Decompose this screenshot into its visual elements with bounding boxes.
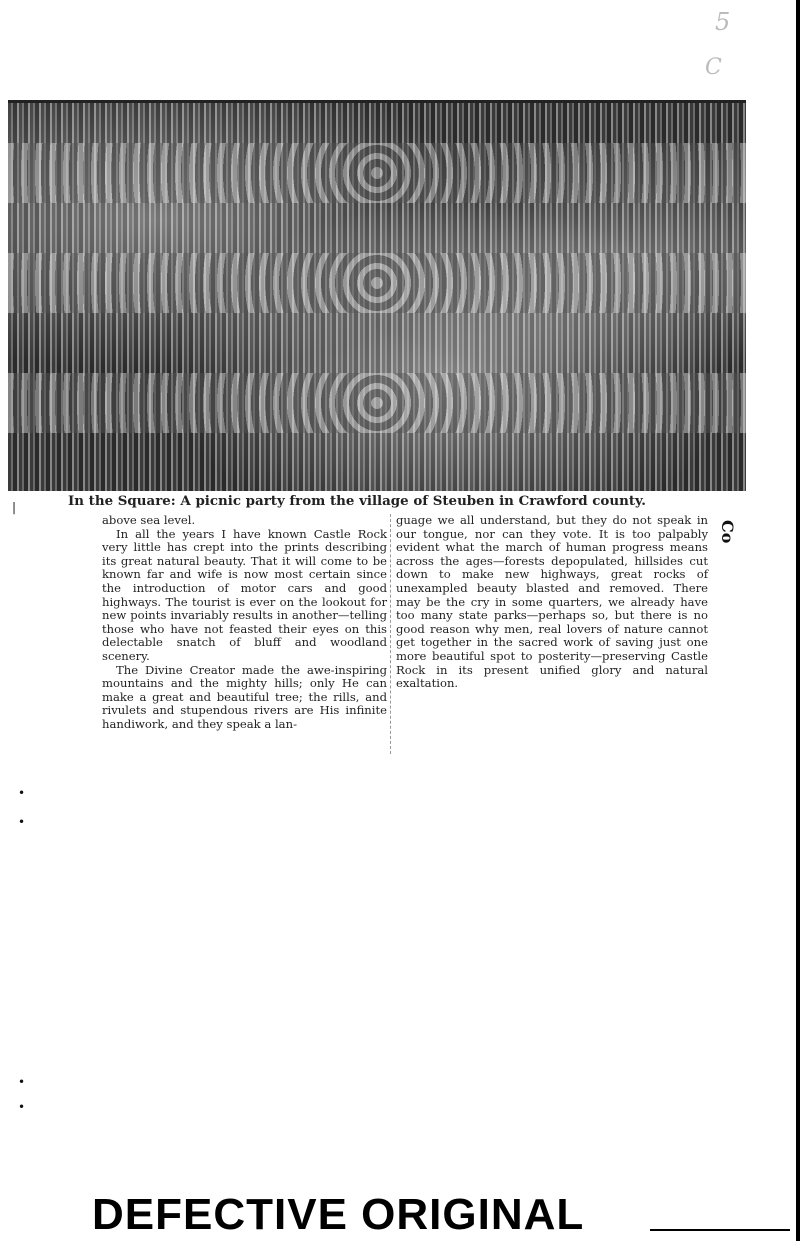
- margin-dot: •: [18, 815, 26, 829]
- margin-dot: •: [18, 1075, 26, 1089]
- scan-edge: [796, 0, 800, 1241]
- margin-dot: •: [18, 786, 26, 800]
- margin-mark: |: [12, 500, 17, 514]
- defective-original-stamp: DEFECTIVE ORIGINAL: [92, 1190, 585, 1239]
- group-photo: [8, 100, 746, 491]
- margin-dot: •: [18, 1100, 26, 1114]
- article-column-2: [396, 514, 708, 691]
- paragraph: above sea level.: [102, 513, 196, 527]
- photo-caption: In the Square: A picnic party from the village of Steuben in Crawford county.: [68, 493, 646, 509]
- paragraph: In all the years I have known Castle Rock very little has crept into the prints describing its great natural beauty. That it will come to be known far and wife is now most certain since the introduction of motor cars and good highways. The tourist is ever on the lookout for new points invariably results in another—telling those who have not feasted their eyes on this delectable snatch of bluff and woodland scenery.: [102, 526, 387, 663]
- stamp-underline: [650, 1229, 790, 1231]
- handwritten-mark: C: [705, 55, 722, 80]
- paragraph: guage we all understand, but they do not speak in our tongue, nor can they vote. It is too palpably evident what the march of human progress means across the ages—forests depopulated, hillsides cut down to make new highways, great rocks of unexampled beauty blasted and removed. There may be the cry in some quarters, we already have too many state parks—perhaps so, but there is no good reason why men, real lovers of nature cannot get together in the sacred work of saving just one more beautiful spot to posterity—preserving Castle Rock in its present unified glory and natural exaltation.: [396, 513, 708, 691]
- paragraph: The Divine Creator made the awe-inspiring mountains and the mighty hills; only He can make a great and beautiful tree; the rills, and rivulets and stupendous rivers are His infinite handiwork, and they speak a lan-: [102, 662, 387, 731]
- column-divider: [390, 514, 392, 754]
- side-mark: Co: [718, 520, 737, 544]
- article-column-1: [102, 514, 387, 732]
- handwritten-page-number: 5: [715, 8, 731, 36]
